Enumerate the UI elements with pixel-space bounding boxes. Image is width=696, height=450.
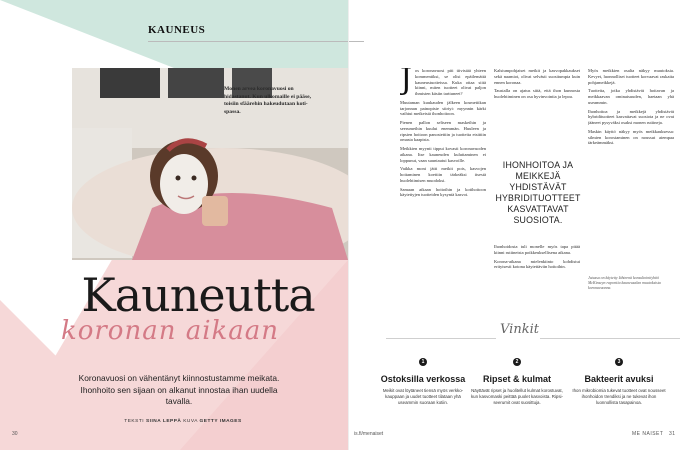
body-column-3 <box>588 68 674 274</box>
tip-number: 1 <box>419 358 427 366</box>
page-number-left: 30 <box>12 431 18 437</box>
lead-paragraph: Koronavuosi on vähentänyt kiinnostustamme meikata. Ihonhoito sen sijaan on alkanut innostaa ihan uudella tavalla. <box>78 373 280 407</box>
tip-card <box>470 350 564 406</box>
paragraph: Ihonhoidosta tuli monelle myös tapa pitää kiinni rutiineista poikkeuksellisena aikana. <box>494 244 580 255</box>
headline: Kauneutta <box>81 268 315 322</box>
pull-quote: IHONHOITOA JA MEIKKEJÄ YHDISTÄVÄT HYBRIDITUOTTEET KASVATTAVAT SUOSIOTA. <box>495 160 581 225</box>
paragraph: Pienen pallon seliseen maskeihin ja seerumeihin kuului enemmän. Huuleen ja ripsien hoitoon panostettiin ja tuotteita etsittiin omasta kaapista. <box>400 120 486 143</box>
tips-rule-right <box>540 338 680 339</box>
paragraph: Tuotteita, jotka yhdistävät hoitavan ja meikkaavan ominaisuuden, haetaan yhä useammin. <box>588 88 674 105</box>
magazine-folio <box>632 431 676 437</box>
body-column-2 <box>494 68 580 168</box>
section-tag: KAUNEUS <box>148 24 206 36</box>
byline <box>108 419 258 424</box>
paragraph: os koronavuosi piti tiivistää yhteen kommentiksi, se olisi epäilemättä kauneustuotteissa. Kuka ottaa siitä kiinni, miten tuotteet olivat paljon ihmisten käsiin tarttuneet? <box>415 68 486 96</box>
tip-body: Meikit ovat löytäneet tiensä myös verkkokauppaan ja uudet tuotteet tilataan yhä useammin suoraan kotiin. <box>382 388 464 405</box>
body-column-2-lower <box>494 244 580 288</box>
paragraph: Samaan aikaan hoitoihin ja kotihoitoon käytettyjen tuotteiden kysyntä kasvoi. <box>400 186 486 198</box>
paragraph: Taustalla on ajatus siitä, että ihon kunnosta huolehtiminen on osa hyvinvointia ja lepoa. <box>494 88 580 99</box>
paragraph: Ihonhoitoa ja meikkejä yhdistävät hybridituotteet kasvattavat suosiota ja ne ovat jääneet pysyväksi osaksi monen rutiineja. <box>588 108 674 125</box>
paragraph: Vaikka moni jätti meikit pois, kasvojen hoitaminen koettiin tärkeäksi itsestä huolehtimisen muodoksi. <box>400 166 486 183</box>
paragraph: Myös meikkien osalta näkyy muutoksia. Kevyet, luonnolliset tuotteet korvaavat raskaita pohjameikkejä. <box>588 68 674 85</box>
site-url: is.fi/menaiset <box>354 431 384 437</box>
body-column-1 <box>400 68 486 288</box>
tip-body: Ihon mikrobiomia tukevat tuotteet ovat nousseet ihonhoidon trendiksi ja ne tukevat ihon luonnollista tasapainoa. <box>572 388 666 405</box>
byline-mid: KUVA <box>183 419 198 424</box>
magazine-name: ME NAISET <box>632 431 664 437</box>
page-gutter <box>348 0 349 450</box>
tip-card <box>376 350 470 406</box>
tips-title: Vinkit <box>500 322 539 337</box>
tips-rule-left <box>386 338 496 339</box>
tip-title: Ostoksilla verkossa <box>380 374 466 384</box>
photo-caption: Monen arvea koronavuosi on hidastanut. Kun ulkomaille ei pääse, toisiin sfäärehin hakeudutaan koti-spassa. <box>224 86 312 115</box>
script-subheadline: koronan aikaan <box>60 316 280 346</box>
byline-prefix: TEKSTI <box>124 419 145 424</box>
byline-photo: GETTY IMAGES <box>199 419 242 424</box>
paragraph: Korona-aikana mielenkiinto kohdistui erityisesti kotona käytettäviin hoitoihin. <box>494 258 580 270</box>
tip-body: Näyttävät ripset ja huolitellut kulmat korostuvat, kun kasvomaski peittää puolet kasvoista. Ripsiseerumit ovat suosittuja. <box>470 388 563 405</box>
tip-title: Ripset & kulmat <box>482 374 551 384</box>
section-divider <box>148 41 364 42</box>
tip-title: Bakteerit avuksi <box>584 374 654 384</box>
byline-author: SIINA LEPPÄ <box>145 419 182 424</box>
page-number-right: 31 <box>669 431 676 437</box>
tip-card <box>572 350 666 406</box>
source-footnote: Jutussa on käytetty lähteenä konsultointiyhtiö McKinseyn raporttia kauneusalan muutoksista koronavuonna. <box>588 276 661 291</box>
paragraph: Kalsiumpohjaiset meikit ja kasvopakkaukset sekä naamiot, olivat selvästi suositumpia kuin ennen koronaa. <box>494 68 580 85</box>
tip-number: 2 <box>513 358 521 366</box>
paragraph: Muutaman kuukauden jälkeen kosmetiikan tarjonnan painopiste siirtyi: myynnin kärki vaihtui meikeistä ihonhoitoon. <box>400 99 486 117</box>
paragraph: Maskin käyttö näkyy myös meikkauksessa: silmien korostaminen on noussut aiempaa tärkeämmäksi. <box>588 128 674 146</box>
tip-number: 3 <box>615 358 623 366</box>
drop-cap: J <box>400 68 413 97</box>
paragraph: Meikkien myynti tippui kovasti koronavuoden aikana. Itse kauneuden kuluttaminen ei loppunut, vaan suuntautui kasvoille. <box>400 146 486 163</box>
